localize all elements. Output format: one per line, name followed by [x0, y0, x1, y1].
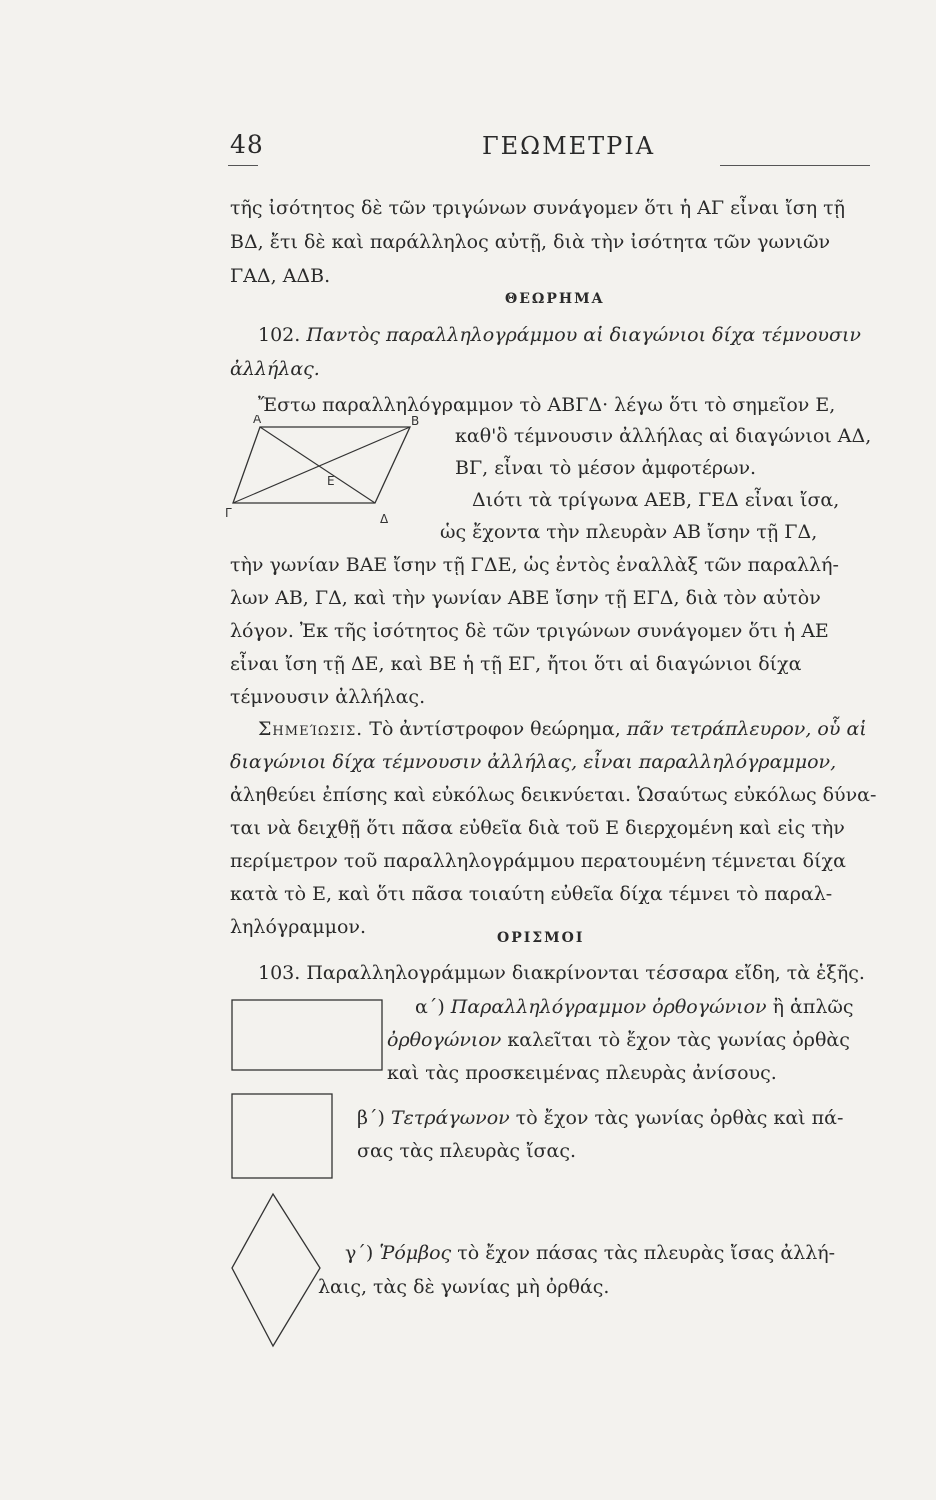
parallelogram-figure: [225, 415, 425, 525]
proof-line: ΒΓ, εἶναι τὸ μέσον ἀμφοτέρων.: [455, 457, 757, 479]
theorem-statement-cont: ἀλλήλας.: [230, 358, 320, 380]
definitions-intro: [258, 960, 865, 986]
definition-beta-line2: σας τὰς πλευρὰς ἴσας.: [357, 1140, 577, 1162]
proof-line: λόγον. Ἐκ τῆς ἰσότητος δὲ τῶν τριγώνων συνάγομεν ὅτι ἡ ΑΕ: [230, 620, 829, 642]
definition-text: τὸ ἔχον τὰς γωνίας ὀρθὰς καὶ πά-: [515, 1107, 844, 1129]
proof-line: τέμνουσιν ἀλλήλας.: [230, 686, 426, 708]
proof-line: Διότι τὰ τρίγωνα ΑΕΒ, ΓΕΔ εἶναι ἴσα,: [472, 489, 840, 511]
proof-line: Ἔστω παραλληλόγραμμον τὸ ΑΒΓΔ· λέγω ὅτι τὸ σημεῖον Ε,: [258, 394, 836, 416]
text-line: τῆς ἰσότητος δὲ τῶν τριγώνων συνάγομεν ὅτι ἡ ΑΓ εἶναι ἴση τῇ: [230, 197, 846, 219]
square-figure: [228, 1090, 338, 1182]
section-heading: ΟΡΙΣΜΟΙ: [497, 930, 585, 946]
definitions-number: 103.: [258, 962, 301, 984]
remark-line: ἀληθεύει ἐπίσης καὶ εὐκόλως δεικνύεται. Ὡσαύτως εὐκόλως δύνα-: [230, 784, 877, 806]
text-line: ΓΑΔ, ΑΔΒ.: [230, 265, 331, 287]
rhombus-figure: [228, 1190, 328, 1350]
remark-label: Σημείωσις.: [258, 718, 364, 740]
definition-beta: [357, 1105, 843, 1131]
section-heading: ΘΕΩΡΗΜΑ: [505, 291, 605, 307]
definition-term: Ῥόμβος: [379, 1242, 452, 1264]
definition-alpha-line2: [387, 1027, 850, 1053]
remark-line: ληλόγραμμον.: [230, 916, 366, 938]
header-rule-right: [720, 165, 870, 166]
definition-marker: β΄): [357, 1107, 385, 1129]
proof-line: τὴν γωνίαν ΒΑΕ ἴσην τῇ ΓΔΕ, ὡς ἐντὸς ἐναλλὰξ τῶν παραλλή-: [230, 554, 839, 576]
definition-alpha: [415, 994, 854, 1020]
page-number: 48: [230, 130, 264, 159]
remark-line: περίμετρον τοῦ παραλληλογράμμου περατουμένη τέμνεται δίχα: [230, 850, 846, 872]
vertex-label-d: Δ: [380, 512, 389, 525]
definition-gamma-line2: λαις, τὰς δὲ γωνίας μὴ ὀρθάς.: [318, 1276, 610, 1298]
proof-line: καθ'ὃ τέμνουσιν ἀλλήλας αἱ διαγώνιοι ΑΔ,: [455, 425, 872, 447]
definition-alpha-line3: καὶ τὰς προσκειμένας πλευρὰς ἀνίσους.: [387, 1062, 777, 1084]
definition-text: καλεῖται τὸ ἔχον τὰς γωνίας ὀρθὰς: [507, 1029, 850, 1051]
header-rule-left: [228, 165, 258, 166]
definition-text: ἢ ἁπλῶς: [772, 996, 854, 1018]
running-title: ΓΕΩΜΕΤΡΙΑ: [482, 132, 656, 160]
definition-marker: γ΄): [345, 1242, 374, 1264]
remark-italic-text: πᾶν τετράπλευρον, οὗ αἱ: [626, 718, 867, 740]
remark-line: κατὰ τὸ Ε, καὶ ὅτι πᾶσα τοιαύτη εὐθεῖα δίχα τέμνει τὸ παραλ-: [230, 883, 833, 905]
proof-line: ὡς ἔχοντα τὴν πλευρὰν ΑΒ ἴσην τῇ ΓΔ,: [440, 521, 818, 543]
theorem-number: 102.: [258, 324, 301, 346]
definition-term: Παραλληλόγραμμον ὀρθογώνιον: [450, 996, 767, 1018]
definition-marker: α΄): [415, 996, 445, 1018]
theorem-statement-text: Παντὸς παραλληλογράμμου αἱ διαγώνιοι δίχα τέμνουσιν: [306, 324, 861, 346]
vertex-label-e: Ε: [327, 474, 335, 488]
text-line: ΒΔ, ἔτι δὲ καὶ παράλληλος αὐτῇ, διὰ τὴν ἰσότητα τῶν γωνιῶν: [230, 231, 830, 253]
definition-text: τὸ ἔχον πάσας τὰς πλευρὰς ἴσας ἀλλή-: [457, 1242, 836, 1264]
definition-gamma: [345, 1240, 835, 1266]
vertex-label-g: Γ: [225, 506, 232, 520]
vertex-label-b: Β: [411, 415, 420, 428]
proof-line: εἶναι ἴση τῇ ΔΕ, καὶ ΒΕ ἡ τῇ ΕΓ, ἤτοι ὅτι αἱ διαγώνιοι δίχα: [230, 653, 802, 675]
proof-line: λων ΑΒ, ΓΔ, καὶ τὴν γωνίαν ΑΒΕ ἴσην τῇ ΕΓΔ, διὰ τὸν αὐτὸν: [230, 587, 821, 609]
remark-line: [258, 716, 867, 742]
definitions-intro-text: Παραλληλογράμμων διακρίνονται τέσσαρα εἴδη, τὰ ἑξῆς.: [306, 962, 865, 984]
rectangle-figure: [228, 996, 388, 1074]
remark-text: Τὸ ἀντίστροφον θεώρημα,: [369, 718, 621, 740]
remark-line: διαγώνιοι δίχα τέμνουσιν ἀλλήλας, εἶναι παραλληλόγραμμον,: [230, 751, 837, 773]
definition-term: Τετράγωνον: [390, 1107, 510, 1129]
vertex-label-a: Α: [253, 415, 262, 426]
theorem-statement: [258, 322, 861, 348]
remark-line: ται νὰ δειχθῇ ὅτι πᾶσα εὐθεῖα διὰ τοῦ Ε διερχομένη καὶ εἰς τὴν: [230, 817, 845, 839]
definition-term: ὀρθογώνιον: [387, 1029, 502, 1051]
